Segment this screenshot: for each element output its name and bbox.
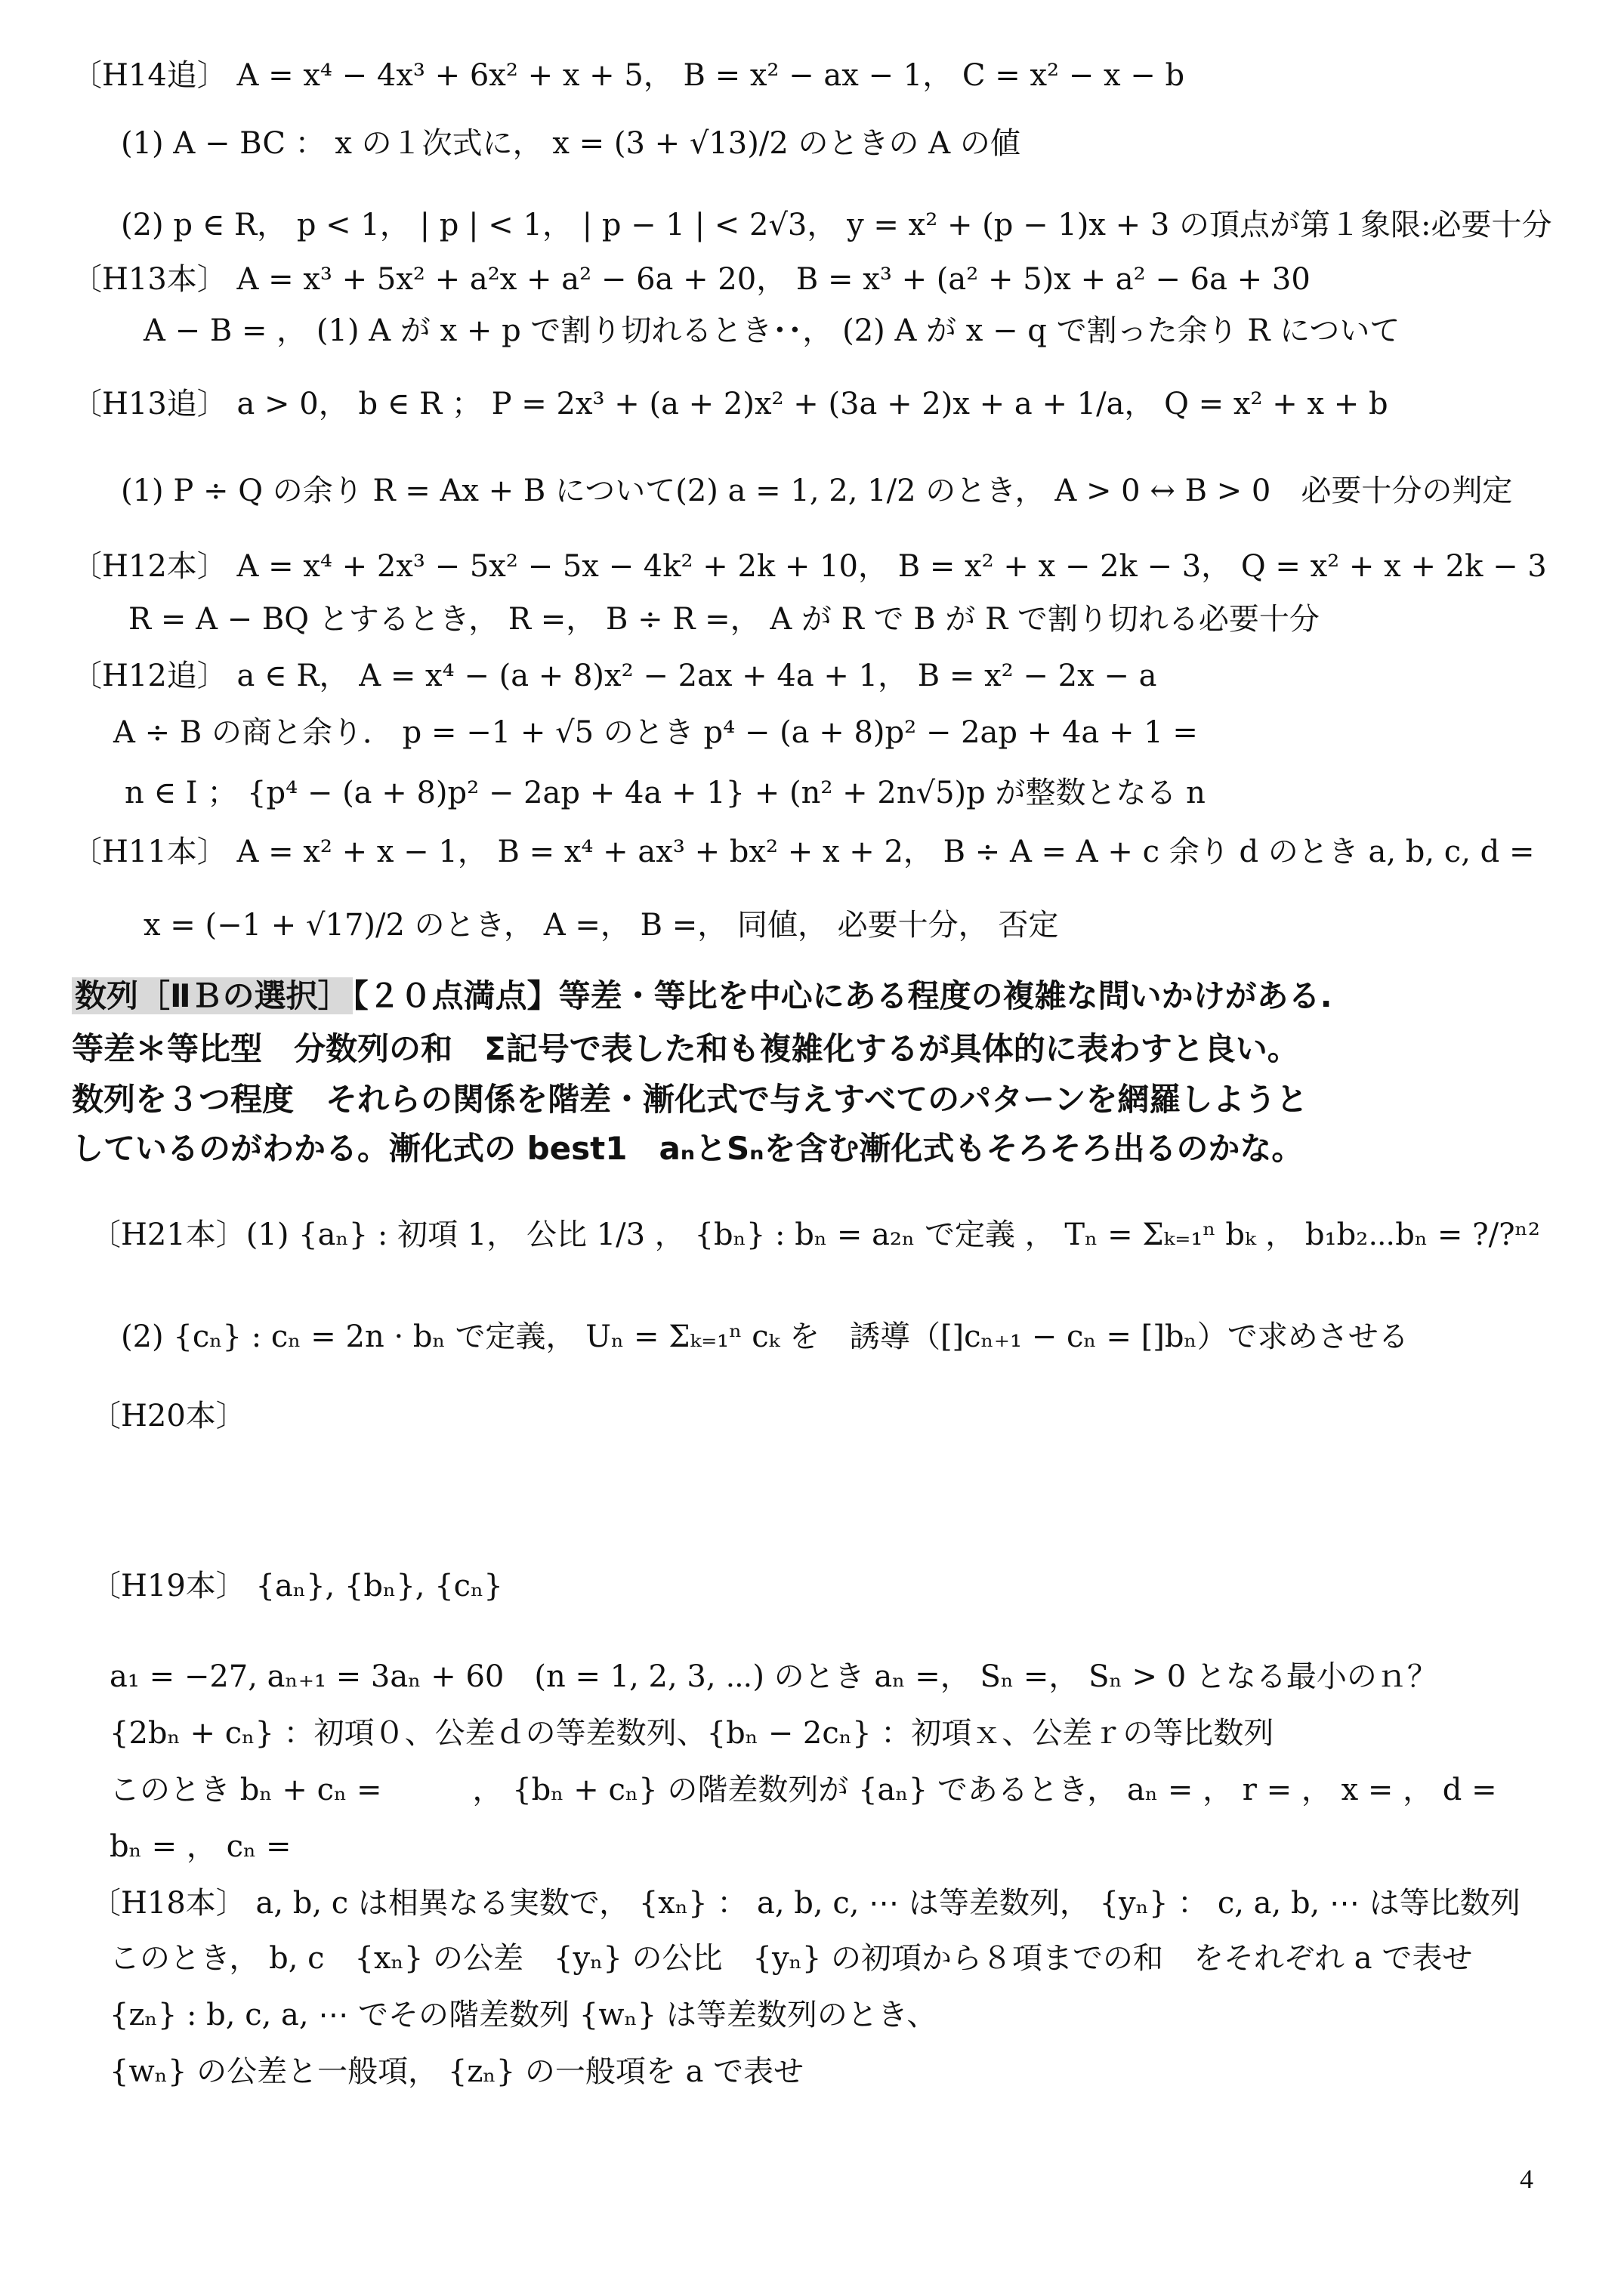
h20-heading: 〔H20本〕 xyxy=(91,1399,246,1434)
h13t-main: 〔H13追〕 a > 0， b ∈ R ； P = 2x³ + (a + 2)x² + (3a + 2)x + a + 1/a， Q = x² + x + b xyxy=(72,387,1388,421)
section-text-2: 等差＊等比型 分数列の和 Σ記号で表した和も複雑化するが具体的に表わすと良い。 xyxy=(72,1030,1299,1067)
page-number: 4 xyxy=(1520,2164,1533,2194)
section-text-4: しているのがわかる。漸化式の best1 aₙとSₙを含む漸化式もそろそろ出るのかな。 xyxy=(72,1130,1304,1167)
h14-q1: (1) A − BC ： x の１次式に， x = (3 + √13)/2 のときの A の値 xyxy=(121,126,1020,161)
h18-main: 〔H18本〕 a, b, c は相異なる実数で， {xₙ} ： a, b, c, ⋯ は等差数列， {yₙ} ： c, a, b, ⋯ は等比数列 xyxy=(91,1886,1521,1921)
h11-q: x = (−1 + √17)/2 のとき， A =， B =， 同値， 必要十分， 否定 xyxy=(144,908,1059,943)
h21-q1: 〔H21本〕(1) {aₙ} : 初項 1， 公比 1/3 ， {bₙ} : bₙ = a₂ₙ で定義 ， Tₙ = Σₖ₌₁ⁿ bₖ ， b₁b₂⋯bₙ = ?/?ⁿ² xyxy=(91,1217,1540,1252)
h13t-q: (1) P ÷ Q の余り R = Ax + B について(2) a = 1, 2, 1/2 のとき， A > 0 ↔ B > 0 必要十分の判定 xyxy=(121,474,1513,508)
h18-q2: {zₙ} : b, c, a, ⋯ でその階差数列 {wₙ} は等差数列のとき、 xyxy=(110,1998,937,2032)
h19-q1: a₁ = −27, aₙ₊₁ = 3aₙ + 60 (n = 1, 2, 3, ⋯) のとき aₙ =， Sₙ =， Sₙ > 0 となる最小のｎ？ xyxy=(110,1659,1437,1694)
section-label: 数列［ⅡＢの選択］ xyxy=(72,977,353,1014)
h14-main: 〔H14追〕 A = x⁴ − 4x³ + 6x² + x + 5， B = x² − ax − 1， C = x² − x − b xyxy=(72,58,1185,93)
h12t-main: 〔H12追〕 a ∈ R， A = x⁴ − (a + 8)x² − 2ax + 4a + 1， B = x² − 2x − a xyxy=(72,659,1157,693)
h12-q: R = A − BQ とするとき， R =， B ÷ R =， A が R で B が R で割り切れる必要十分 xyxy=(128,602,1320,637)
h19-q2: {2bₙ + cₙ} ：初項０、公差ｄの等差数列、{bₙ − 2cₙ} ：初項ｘ、公差ｒの等比数列 xyxy=(110,1716,1274,1751)
h11-main: 〔H11本〕 A = x² + x − 1， B = x⁴ + ax³ + bx² + x + 2， B ÷ A = A + c 余り d のとき a, b, c, d = xyxy=(72,835,1535,869)
section-heading xyxy=(72,977,1332,1014)
h19-q3: このとき bₙ + cₙ = ， {bₙ + cₙ} の階差数列が {aₙ} であるとき， aₙ = ， r = ， x = ， d = xyxy=(110,1773,1497,1807)
h18-q1: このとき， b, c {xₙ} の公差 {yₙ} の公比 {yₙ} の初項から８項までの和 をそれぞれ a で表せ xyxy=(110,1941,1473,1976)
section-text-1: 【２０点満点】等差・等比を中心にある程度の複雑な問いかけがある. xyxy=(352,977,1332,1014)
h12t-q2: n ∈ I ； {p⁴ − (a + 8)p² − 2ap + 4a + 1} + (n² + 2n√5)p が整数となる n xyxy=(125,776,1206,810)
h12t-q1: A ÷ B の商と余り． p = −1 + √5 のとき p⁴ − (a + 8)p² − 2ap + 4a + 1 = xyxy=(113,715,1198,750)
h19-main: 〔H19本〕 {aₙ}, {bₙ}, {cₙ} xyxy=(91,1569,503,1603)
h18-q3: {wₙ} の公差と一般項， {zₙ} の一般項を a で表せ xyxy=(110,2054,804,2089)
h13-q: A − B = ， (1) A が x + p で割り切れるとき･･， (2) A が x − q で割った余り R について xyxy=(144,313,1400,348)
h12-main: 〔H12本〕 A = x⁴ + 2x³ − 5x² − 5x − 4k² + 2k + 10， B = x² + x − 2k − 3， Q = x² + x + 2k − 3 xyxy=(72,549,1547,584)
h13-main: 〔H13本〕 A = x³ + 5x² + a²x + a² − 6a + 20， B = x³ + (a² + 5)x + a² − 6a + 30 xyxy=(72,262,1311,297)
section-text-3: 数列を３つ程度 それらの関係を階差・漸化式で与えすべてのパターンを網羅しようと xyxy=(72,1081,1308,1118)
h14-q2: (2) p ∈ R， p < 1， | p | < 1， | p − 1 | < 2√3， y = x² + (p − 1)x + 3 の頂点が第１象限:必要十分 xyxy=(121,208,1552,242)
h19-q4: bₙ = ， cₙ = xyxy=(110,1829,292,1864)
h21-q2: (2) {cₙ} : cₙ = 2n · bₙ で定義， Uₙ = Σₖ₌₁ⁿ cₖ を 誘導（[]cₙ₊₁ − cₙ = []bₙ）で求めさせる xyxy=(121,1319,1409,1354)
